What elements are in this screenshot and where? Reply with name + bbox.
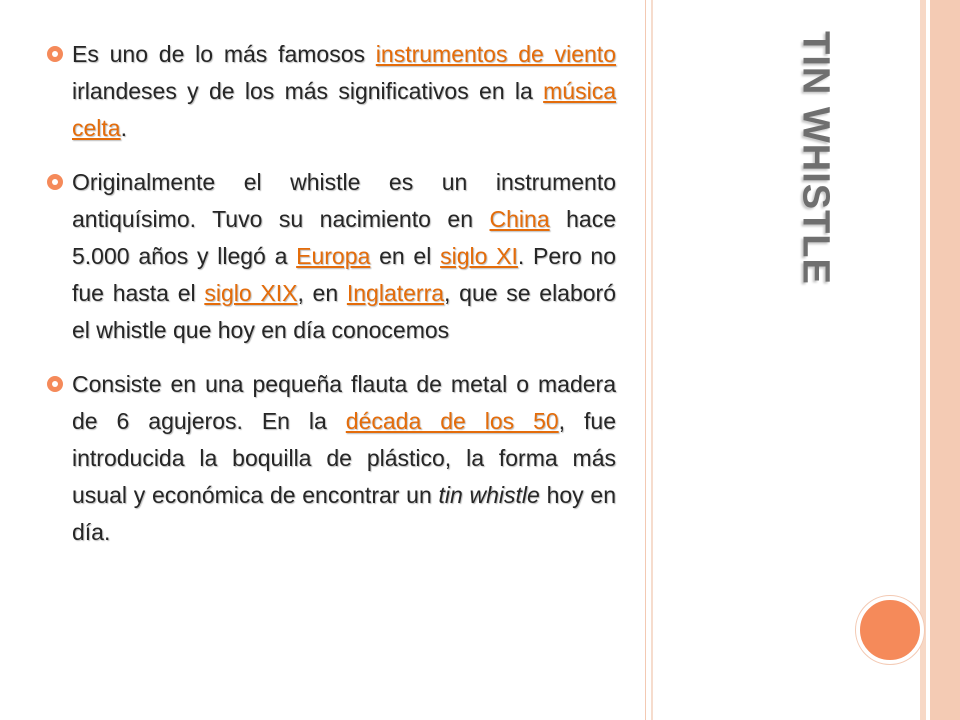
slide-title: TIN WHISTLE	[794, 31, 837, 285]
bullet-icon	[47, 46, 63, 62]
bullet-text: Es uno de lo más famosos	[72, 41, 376, 67]
bullet-text: . Pero no fue hasta el	[72, 243, 616, 306]
right-band-line	[645, 0, 646, 720]
wiki-link[interactable]: Inglaterra	[346, 280, 445, 306]
wiki-link[interactable]: música celta	[72, 78, 616, 141]
italic-text: tin whistle	[438, 482, 540, 508]
bullet-item	[44, 164, 616, 349]
bullet-item	[44, 366, 616, 551]
wiki-link[interactable]: instrumentos de viento	[375, 41, 616, 67]
decorative-circle	[856, 596, 924, 664]
bullet-text: Consiste en una pequeña flauta de metal o madera de 6 agujeros. En la	[72, 371, 616, 434]
wiki-link[interactable]: China	[489, 206, 550, 232]
edge-stripe	[930, 0, 960, 720]
bullet-icon	[47, 376, 63, 392]
bullet-text: Originalmente el whistle es un instrumento antiquísimo. Tuvo su nacimiento en	[72, 169, 616, 232]
wiki-link[interactable]: siglo XI	[440, 243, 518, 269]
bullet-item	[44, 36, 616, 147]
bullet-list	[44, 36, 616, 568]
wiki-link[interactable]: siglo XIX	[204, 280, 298, 306]
bullet-text: hace 5.000 años y llegó a	[72, 206, 617, 269]
wiki-link[interactable]: década de los 50	[345, 408, 559, 434]
bullet-text: en el	[370, 243, 441, 269]
bullet-text: .	[120, 115, 127, 141]
bullet-text: hoy en día.	[72, 482, 616, 545]
bullet-text: , fue introducida la boquilla de plástico, la forma más usual y económica de encontrar un	[72, 408, 616, 508]
bullet-text: , que se elaboró el whistle que hoy en día conocemos	[72, 280, 617, 343]
wiki-link[interactable]: Europa	[296, 243, 371, 269]
bullet-text: , en	[297, 280, 347, 306]
bullet-text: irlandeses y de los más significativos en la	[72, 78, 544, 104]
bullet-icon	[47, 174, 63, 190]
